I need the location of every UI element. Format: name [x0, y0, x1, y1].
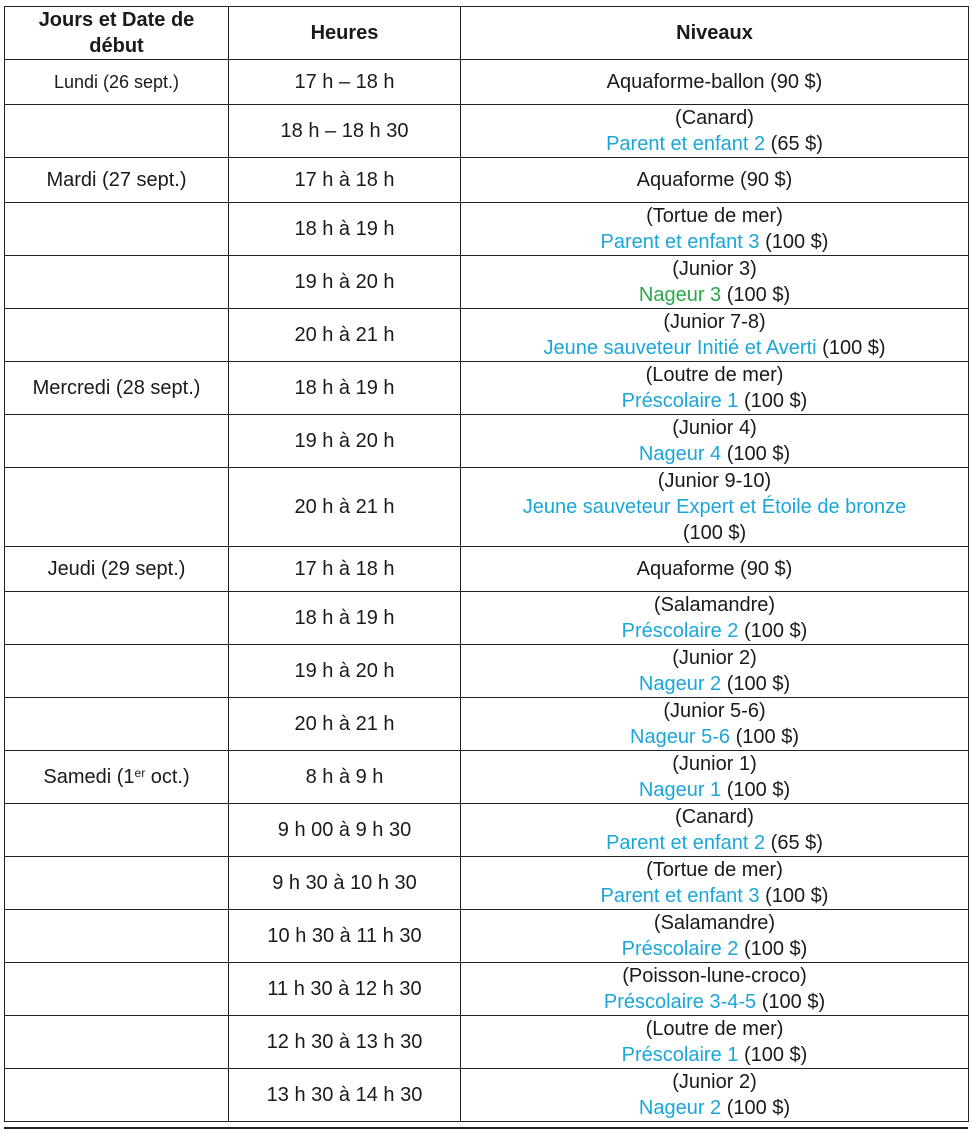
schedule-table	[4, 6, 969, 1122]
table-row	[5, 698, 969, 751]
header-row	[5, 7, 969, 60]
level-plain: Aquaforme (90 $)	[636, 169, 793, 191]
hours-cell: 17 h – 18 h	[229, 60, 461, 105]
table-row	[5, 468, 969, 547]
day-cell	[5, 468, 229, 547]
level-cell	[461, 547, 969, 592]
level-price: (100 $)	[822, 337, 886, 359]
table-row	[5, 256, 969, 309]
level-price: (100 $)	[765, 231, 829, 253]
day-cell	[5, 1016, 229, 1069]
table-row	[5, 857, 969, 910]
hours-cell: 10 h 30 à 11 h 30	[229, 910, 461, 963]
table-row	[5, 547, 969, 592]
table-row	[5, 963, 969, 1016]
level-cell	[461, 309, 969, 362]
level-cell	[461, 256, 969, 309]
level-price: (100 $)	[726, 779, 791, 801]
day-cell	[5, 698, 229, 751]
level-description: (Loutre de mer)	[645, 1018, 784, 1040]
level-description: (Salamandre)	[653, 594, 776, 616]
table-row	[5, 1069, 969, 1122]
day-cell	[5, 105, 229, 158]
table-row	[5, 804, 969, 857]
level-description: (Junior 7-8)	[663, 311, 766, 333]
hours-cell: 8 h à 9 h	[229, 751, 461, 804]
level-description: (Canard)	[675, 107, 754, 129]
hours-cell: 9 h 00 à 9 h 30	[229, 804, 461, 857]
table-bottom-border	[4, 1127, 968, 1129]
level-cell	[461, 592, 969, 645]
hours-cell: 18 h à 19 h	[229, 592, 461, 645]
level-cell	[461, 362, 969, 415]
table-row	[5, 645, 969, 698]
level-name: Nageur 3	[638, 284, 722, 306]
level-name: Parent et enfant 3	[600, 231, 760, 253]
level-description: (Poisson-lune-croco)	[622, 965, 807, 987]
level-name: Préscolaire 2	[621, 620, 739, 642]
level-name: Nageur 2	[638, 673, 722, 695]
day-cell: Lundi (26 sept.)	[5, 60, 229, 105]
level-cell	[461, 1069, 969, 1122]
level-price: (100 $)	[726, 1097, 791, 1119]
level-cell	[461, 203, 969, 256]
day-cell	[5, 309, 229, 362]
level-description: (Tortue de mer)	[646, 859, 783, 881]
day-cell: Mercredi (28 sept.)	[5, 362, 229, 415]
level-name: Préscolaire 2	[621, 938, 739, 960]
table-row	[5, 910, 969, 963]
level-price: (100 $)	[743, 620, 808, 642]
level-price: (100 $)	[761, 991, 826, 1013]
level-price: (65 $)	[770, 832, 823, 854]
level-cell	[461, 963, 969, 1016]
level-price: (100 $)	[682, 522, 747, 544]
hours-cell: 11 h 30 à 12 h 30	[229, 963, 461, 1016]
day-cell	[5, 1069, 229, 1122]
table-row	[5, 309, 969, 362]
hours-cell: 13 h 30 à 14 h 30	[229, 1069, 461, 1122]
day-cell	[5, 592, 229, 645]
level-description: (Junior 5-6)	[663, 700, 766, 722]
day-cell	[5, 910, 229, 963]
table-row	[5, 415, 969, 468]
level-description: (Junior 1)	[672, 753, 757, 775]
level-name: Préscolaire 1	[621, 390, 739, 412]
level-cell	[461, 645, 969, 698]
day-cell: Jeudi (29 sept.)	[5, 547, 229, 592]
level-name: Nageur 1	[638, 779, 722, 801]
hours-cell: 17 h à 18 h	[229, 547, 461, 592]
level-cell	[461, 698, 969, 751]
level-name: Nageur 5-6	[630, 726, 731, 748]
day-cell	[5, 751, 229, 804]
level-description: (Junior 4)	[672, 417, 757, 439]
day-text: Samedi (1	[43, 766, 135, 788]
hours-cell: 19 h à 20 h	[229, 415, 461, 468]
header-day: Jours et Date de début	[5, 7, 229, 60]
level-cell	[461, 60, 969, 105]
level-price: (100 $)	[735, 726, 799, 748]
level-cell	[461, 910, 969, 963]
level-price: (100 $)	[743, 938, 808, 960]
table-row	[5, 105, 969, 158]
level-cell	[461, 751, 969, 804]
level-name: Parent et enfant 2	[606, 133, 766, 155]
day-superscript: er	[134, 766, 146, 780]
level-description: (Salamandre)	[653, 912, 776, 934]
hours-cell: 17 h à 18 h	[229, 158, 461, 203]
level-description: (Junior 3)	[672, 258, 757, 280]
level-plain: Aquaforme (90 $)	[636, 558, 793, 580]
level-description: (Junior 9-10)	[657, 470, 772, 492]
hours-cell: 20 h à 21 h	[229, 309, 461, 362]
table-row	[5, 592, 969, 645]
level-plain: Aquaforme-ballon (90 $)	[606, 71, 823, 93]
day-cell	[5, 963, 229, 1016]
level-cell	[461, 415, 969, 468]
table-row	[5, 60, 969, 105]
level-cell	[461, 468, 969, 547]
hours-cell: 18 h à 19 h	[229, 362, 461, 415]
day-cell	[5, 857, 229, 910]
level-name: Jeune sauveteur Expert et Étoile de bronze	[522, 496, 907, 518]
level-price: (100 $)	[743, 1044, 808, 1066]
header-levels: Niveaux	[461, 7, 969, 60]
hours-cell: 20 h à 21 h	[229, 468, 461, 547]
day-cell	[5, 256, 229, 309]
hours-cell: 18 h à 19 h	[229, 203, 461, 256]
day-cell	[5, 203, 229, 256]
level-price: (100 $)	[726, 284, 791, 306]
level-description: (Junior 2)	[672, 647, 757, 669]
hours-cell: 12 h 30 à 13 h 30	[229, 1016, 461, 1069]
day-cell: Mardi (27 sept.)	[5, 158, 229, 203]
level-name: Préscolaire 1	[621, 1044, 739, 1066]
level-price: (100 $)	[765, 885, 829, 907]
level-name: Préscolaire 3-4-5	[603, 991, 757, 1013]
table-row	[5, 1016, 969, 1069]
hours-cell: 18 h – 18 h 30	[229, 105, 461, 158]
table-row	[5, 158, 969, 203]
level-name: Nageur 2	[638, 1097, 722, 1119]
level-cell	[461, 105, 969, 158]
level-price: (100 $)	[726, 673, 791, 695]
level-cell	[461, 857, 969, 910]
hours-cell: 19 h à 20 h	[229, 256, 461, 309]
level-cell	[461, 804, 969, 857]
table-row	[5, 362, 969, 415]
day-text-end: oct.)	[145, 766, 190, 788]
level-description: (Loutre de mer)	[645, 364, 784, 386]
level-price: (100 $)	[743, 390, 808, 412]
level-price: (65 $)	[770, 133, 823, 155]
hours-cell: 19 h à 20 h	[229, 645, 461, 698]
level-price: (100 $)	[726, 443, 791, 465]
day-cell	[5, 645, 229, 698]
level-description: (Tortue de mer)	[646, 205, 783, 227]
level-name: Nageur 4	[638, 443, 722, 465]
level-cell	[461, 1016, 969, 1069]
table-row	[5, 203, 969, 256]
hours-cell: 9 h 30 à 10 h 30	[229, 857, 461, 910]
header-hours: Heures	[229, 7, 461, 60]
level-description: (Junior 2)	[672, 1071, 757, 1093]
hours-cell: 20 h à 21 h	[229, 698, 461, 751]
day-cell	[5, 415, 229, 468]
level-name: Parent et enfant 3	[600, 885, 760, 907]
level-name: Parent et enfant 2	[606, 832, 766, 854]
day-cell	[5, 804, 229, 857]
level-name: Jeune sauveteur Initié et Averti	[543, 337, 817, 359]
level-cell	[461, 158, 969, 203]
level-description: (Canard)	[675, 806, 754, 828]
table-row	[5, 751, 969, 804]
